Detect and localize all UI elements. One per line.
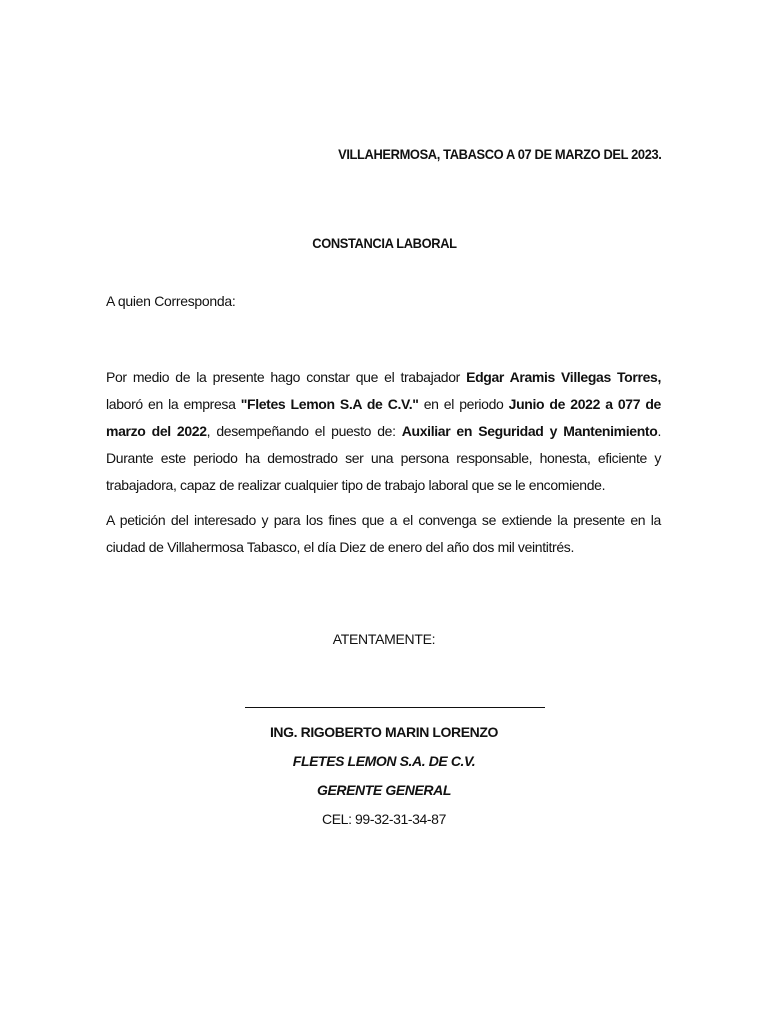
employee-name: Edgar Aramis Villegas Torres, (466, 369, 661, 385)
date-line: VILLAHERMOSA, TABASCO A 07 DE MARZO DEL 2023. (337, 146, 661, 162)
body-paragraph-2: A petición del interesado y para los fines que a el convenga se extiende la presente en la ciudad de Villahermosa Tabasco, el día Diez de enero del año dos mil veintitrés. (106, 512, 661, 555)
document-title (0, 235, 768, 251)
signer-phone: CEL: 99-32-31-34-87 (322, 811, 446, 827)
paragraph-text: . Durante este periodo ha demostrado ser una persona responsable, honesta, eficiente y trabajadora, capaz de realizar cualquier tipo de trabajo laboral que se le encomiende. (106, 423, 661, 493)
paragraph-text: Por medio de la presente hago constar que el trabajador (106, 369, 467, 385)
paragraph-text: en el periodo (418, 396, 509, 412)
body-paragraph-1 (106, 364, 661, 499)
closing: ATENTAMENTE: (332, 631, 436, 647)
document-title-text: CONSTANCIA LABORAL (311, 235, 457, 251)
signer-name: ING. RIGOBERTO MARIN LORENZO (269, 724, 499, 740)
job-position: Auxiliar en Seguridad y Mantenimiento (401, 423, 658, 439)
signature-line (245, 707, 545, 708)
employment-period: Junio de 2022 a 077 de marzo del 2022 (106, 396, 661, 439)
signer-company: FLETES LEMON S.A. DE C.V. (292, 753, 476, 769)
signature-block (0, 722, 768, 838)
company-name: "Fletes Lemon S.A de C.V." (240, 396, 419, 412)
salutation: A quien Corresponda: (106, 293, 236, 309)
paragraph-text: , desempeñando el puesto de: (206, 423, 402, 439)
signer-role: GERENTE GENERAL (316, 782, 451, 798)
paragraph-text: laboró en la empresa (106, 396, 241, 412)
